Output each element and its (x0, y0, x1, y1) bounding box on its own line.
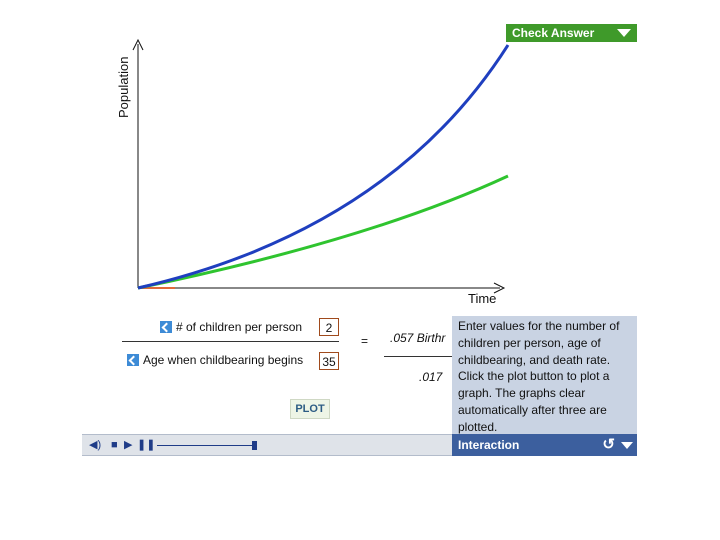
dropdown-arrow-icon[interactable] (621, 442, 633, 449)
volume-icon[interactable]: ◀) (89, 439, 102, 451)
check-answer-label: Check Answer (512, 26, 595, 40)
refresh-icon[interactable]: ↺ (602, 436, 615, 453)
stop-icon[interactable]: ■ (111, 439, 118, 451)
formula-fraction-line (384, 356, 454, 357)
series-line (138, 45, 508, 288)
progress-thumb[interactable] (252, 441, 257, 450)
pause-icon[interactable]: ❚❚ (137, 439, 156, 451)
age-label: Age when childbearing begins (143, 353, 304, 367)
instructions-box (452, 316, 637, 434)
formula-denominator: .017 (419, 370, 443, 384)
instructions-text: Enter values for the number of children per person, age of childbearing, and death rate. Click the plot button to plot a graph. The graphs clear automatically after three are plotted. (458, 319, 620, 434)
age-input[interactable]: 35 (319, 352, 339, 370)
fraction-line (122, 341, 339, 342)
children-row (160, 320, 302, 334)
interaction-bar (452, 434, 637, 456)
bookmark-icon[interactable] (127, 354, 139, 366)
equals-sign: = (361, 334, 369, 348)
series-line (138, 176, 508, 288)
age-row (127, 353, 303, 367)
formula-numerator: .057 Birthr (390, 331, 446, 345)
interaction-label: Interaction (458, 438, 520, 452)
y-axis-label: Population (116, 56, 131, 118)
children-label: # of children per person (176, 320, 303, 334)
play-icon[interactable]: ▶ (124, 439, 133, 451)
media-controls-bar (82, 434, 452, 456)
progress-track[interactable] (157, 445, 257, 446)
children-input[interactable]: 2 (319, 318, 339, 336)
x-axis-label: Time (468, 291, 497, 306)
bookmark-icon[interactable] (160, 321, 172, 333)
plot-button[interactable]: PLOT (290, 399, 330, 419)
